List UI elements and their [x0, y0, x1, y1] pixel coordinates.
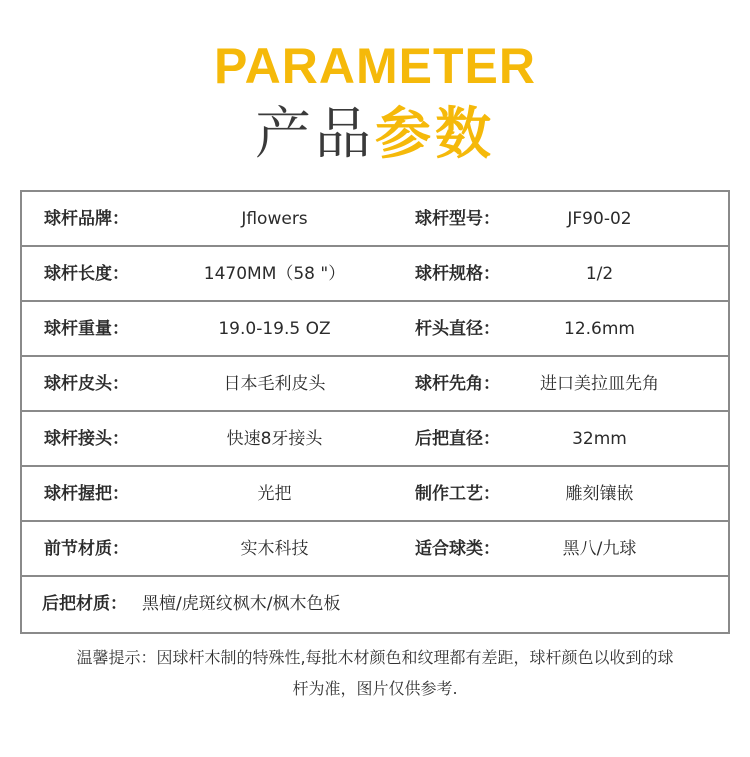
spec-label: 球杆握把：: [44, 484, 129, 504]
spec-value: 快速8牙接头: [226, 429, 323, 449]
spec-label: 球杆接头：: [44, 429, 129, 449]
spec-row-grip: [22, 467, 728, 522]
spec-label: 前节材质：: [44, 539, 129, 559]
spec-value: 19.0-19.5 OZ: [218, 319, 331, 339]
spec-value: 1470MM（58 "）: [203, 264, 346, 284]
spec-row-butt-material: [22, 577, 728, 632]
spec-value: 雕刻镶嵌: [565, 484, 634, 504]
spec-label: 球杆品牌：: [44, 209, 129, 229]
spec-row-length: [22, 247, 728, 302]
spec-value: 黑檀/虎斑纹枫木/枫木色板: [142, 594, 341, 614]
spec-value: 12.6mm: [564, 319, 635, 339]
spec-value: 光把: [257, 484, 292, 504]
title-english: PARAMETER: [214, 38, 536, 94]
spec-value: JF90-02: [567, 209, 632, 229]
spec-label: 球杆长度：: [44, 264, 129, 284]
spec-row-weight: [22, 302, 728, 357]
spec-label: 球杆重量：: [44, 319, 129, 339]
title-chinese-plain: 产品: [255, 102, 375, 167]
spec-row-brand: [22, 192, 728, 247]
spec-label: 球杆型号：: [415, 209, 500, 229]
spec-table: [20, 190, 730, 634]
note-line: 杆为准，图片仅供参考.: [292, 679, 458, 698]
warm-tip-note: [30, 642, 720, 704]
spec-label: 球杆先角：: [415, 374, 500, 394]
title-chinese-accent: 参数: [375, 102, 495, 167]
spec-label: 球杆规格：: [415, 264, 500, 284]
spec-row-tip: [22, 357, 728, 412]
spec-row-joint: [22, 412, 728, 467]
spec-label: 适合球类：: [415, 539, 500, 559]
spec-label: 球杆皮头：: [44, 374, 129, 394]
spec-value: 进口美拉皿先角: [540, 374, 659, 394]
spec-value: 1/2: [585, 264, 614, 284]
spec-row-shaft: [22, 522, 728, 577]
spec-value: 实木科技: [240, 539, 309, 559]
spec-label: 杆头直径：: [415, 319, 500, 339]
spec-value: 日本毛利皮头: [223, 374, 326, 394]
note-line: 温馨提示：因球杆木制的特殊性,每批木材颜色和纹理都有差距，球杆颜色以收到的球: [76, 648, 674, 667]
spec-value: Jflowers: [241, 209, 308, 229]
spec-value: 黑八/九球: [562, 539, 637, 559]
title-chinese: [0, 100, 750, 170]
spec-label: 后把材质：: [42, 594, 127, 614]
spec-label: 后把直径：: [415, 429, 500, 449]
spec-value: 32mm: [572, 429, 627, 449]
spec-label: 制作工艺：: [415, 484, 500, 504]
